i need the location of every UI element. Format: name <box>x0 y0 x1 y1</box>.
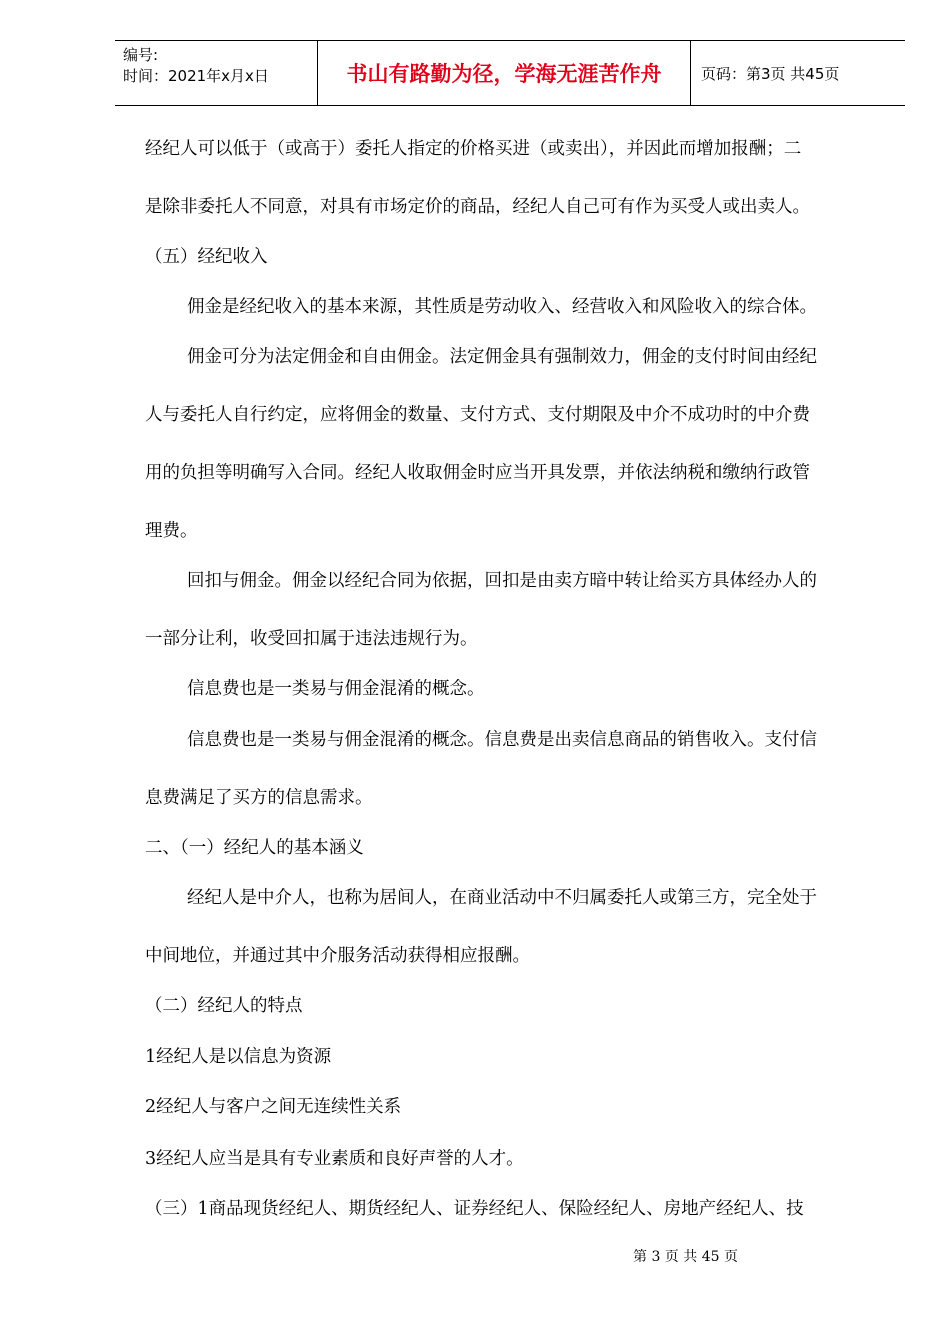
section-heading: 二、（一）经纪人的基本涵义 <box>145 838 364 858</box>
page-header <box>115 40 905 106</box>
body-line: 信息费也是一类易与佣金混淆的概念。信息费是出卖信息商品的销售收入。支付信 <box>187 730 817 750</box>
document-number-label: 编号: <box>123 46 159 64</box>
header-page-info: 页码：第3页 共45页 <box>701 64 840 83</box>
body-line: 信息费也是一类易与佣金混淆的概念。 <box>187 679 485 699</box>
header-motto: 书山有路勤为径，学海无涯苦作舟 <box>317 41 691 105</box>
body-line: （三）1商品现货经纪人、期货经纪人、证券经纪人、保险经纪人、房地产经纪人、技 <box>145 1199 804 1219</box>
body-line: 回扣与佣金。佣金以经纪合同为依据，回扣是由卖方暗中转让给买方具体经办人的 <box>187 571 817 591</box>
body-line: 人与委托人自行约定，应将佣金的数量、支付方式、支付期限及中介不成功时的中介费 <box>145 405 810 425</box>
body-line: 一部分让利，收受回扣属于违法违规行为。 <box>145 629 478 649</box>
list-item: 1经纪人是以信息为资源 <box>145 1047 332 1067</box>
body-line: 经纪人是中介人，也称为居间人，在商业活动中不归属委托人或第三方，完全处于 <box>187 888 817 908</box>
body-line: 佣金是经纪收入的基本来源，其性质是劳动收入、经营收入和风险收入的综合体。 <box>187 297 817 317</box>
section-heading: （二）经纪人的特点 <box>145 996 303 1016</box>
header-meta <box>115 41 317 105</box>
list-item: 3经纪人应当是具有专业素质和良好声誉的人才。 <box>145 1149 524 1169</box>
body-line: 用的负担等明确写入合同。经纪人收取佣金时应当开具发票，并依法纳税和缴纳行政管 <box>145 463 810 483</box>
list-item: 2经纪人与客户之间无连续性关系 <box>145 1097 402 1117</box>
body-line: 经纪人可以低于（或高于）委托人指定的价格买进（或卖出），并因此而增加报酬；二 <box>145 139 802 159</box>
page-footer: 第 3 页 共 45 页 <box>633 1249 738 1265</box>
section-heading: （五）经纪收入 <box>145 247 268 267</box>
body-line: 理费。 <box>145 521 198 541</box>
body-line: 息费满足了买方的信息需求。 <box>145 788 373 808</box>
document-time-label: 时间：2021年x月x日 <box>123 67 269 85</box>
body-line: 是除非委托人不同意，对具有市场定价的商品，经纪人自己可有作为买受人或出卖人。 <box>145 197 810 217</box>
body-line: 中间地位，并通过其中介服务活动获得相应报酬。 <box>145 946 530 966</box>
body-line: 佣金可分为法定佣金和自由佣金。法定佣金具有强制效力，佣金的支付时间由经纪 <box>187 347 817 367</box>
